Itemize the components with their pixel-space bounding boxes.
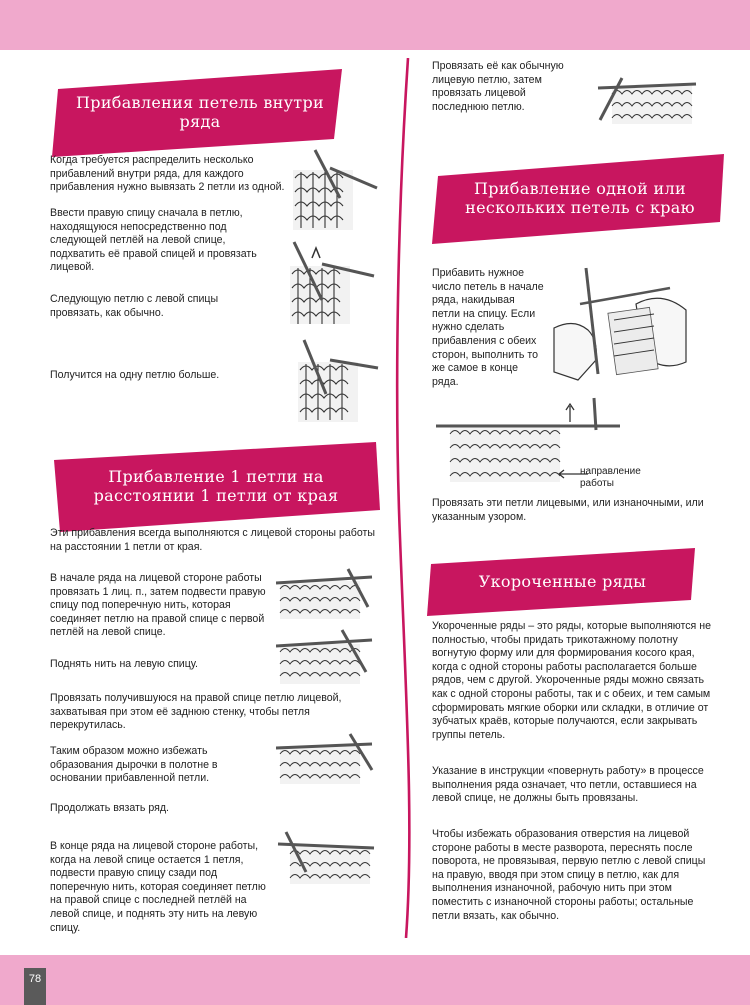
paragraph: Провязать её как обычную лицевую петлю, затем провязать лицевой последнюю петлю. [432, 60, 564, 113]
section-banner-increase-from-edge [50, 440, 382, 532]
paragraph: Провязать получившуюся на правой спице петлю лицевой, захватывая при этом её заднюю стенку, чтобы петля перекрутилась. [50, 692, 342, 732]
paragraph: Поднять нить на левую спицу. [50, 658, 198, 670]
paragraph: Продолжать вязать ряд. [50, 802, 169, 814]
paragraph: Ввести правую спицу сначала в петлю, находящуюся непосредственно под следующей петлёй на левой спице, подхватить её правой спицей и провязать лицевой. [50, 207, 257, 274]
paragraph: Таким образом можно избежать образования дырочки в полотне в основании прибавленной петли. [50, 745, 218, 785]
knitting-illustration-8 [596, 70, 701, 128]
knitting-illustration-6 [276, 730, 376, 788]
knitting-illustration-5 [276, 628, 376, 688]
page-number: 78 [24, 968, 46, 1005]
paragraph: Прибавить нужное число петель в начале ряда, накидывая петли на спицу. Если нужно сделать прибавления с обеих сторон, выполнить то же самое в конце ряда. [432, 267, 544, 388]
paragraph: В начале ряда на лицевой стороне работы провязать 1 лиц. п., затем подвести правую спицу под поперечную нить, которая соединяет петлю на правой спице с первой петлёй на левой спице. [50, 572, 266, 639]
section-banner-increase-at-edge [430, 152, 730, 244]
paragraph: Эти прибавления всегда выполняются с лицевой стороны работы на расстоянии 1 петли от края. [50, 527, 375, 553]
paragraph: В конце ряда на лицевой стороне работы, когда на левой спице остается 1 петля, подвести правую спицу сзади под поперечную нить, которая соединяет петлю на правой спице с последней петлёй на левой спице, и поднять эту нить на левую спицу. [50, 840, 266, 934]
bottom-band [0, 955, 750, 1005]
section-title: Укороченные ряды [478, 571, 647, 591]
knitting-illustration-2 [282, 240, 377, 328]
paragraph: Чтобы избежать образования отверстия на лицевой стороне работы в месте разворота, переснять после поворота, не провязывая, первую петлю с левой спицы на правую, вводя при этом спицу в петлю, как для выполнения изнаночной, рабочую нить при этом поместить с изнаночной стороны работы; остальные петли вязать, как обычно. [432, 828, 706, 922]
section-banner-increase-within-row [50, 67, 350, 157]
paragraph: Провязать эти петли лицевыми, или изнаночными, или указанным узором. [432, 497, 704, 523]
section-title: Прибавления петель внутри ряда [76, 93, 324, 131]
column-divider [390, 58, 420, 938]
knitting-illustration-1 [285, 148, 380, 236]
paragraph: Следующую петлю с левой спицы провязать, как обычно. [50, 293, 219, 319]
paragraph: Когда требуется распределить несколько прибавлений внутри ряда, для каждого прибавления нужно вывязать 2 петли из одной. [50, 154, 285, 194]
section-title: Прибавление одной или нескольких петель с краю [465, 179, 695, 217]
arrow-label: направление работы [580, 466, 641, 489]
paragraph: Получится на одну петлю больше. [50, 369, 220, 381]
knitting-illustration-hands [550, 264, 690, 384]
section-banner-short-rows [425, 546, 700, 616]
knitting-illustration-3 [290, 338, 380, 426]
section-title: Прибавление 1 петли на расстоянии 1 петли от края [93, 467, 339, 505]
paragraph: Укороченные ряды – это ряды, которые выполняются не полностью, чтобы придать трикотажному полотну вогнутую форму или для формирования косого края, когда с одной стороны работы располагается больше рядов, чем с другой. Укороченные ряды можно связать как с одной стороны работы, так и с обеих, и тем самым сформировать мягкие оборки или складки, в отличие от зубчатых краёв, которые получаются, если закрывать группы петель. [432, 620, 711, 741]
knitting-illustration-7 [276, 828, 376, 888]
top-band [0, 0, 750, 50]
knitting-illustration-4 [276, 567, 376, 623]
paragraph: Указание в инструкции «повернуть работу» в процессе выполнения ряда означает, что петли, оставшиеся на левой спице, не должны быть провязаны. [432, 765, 704, 805]
